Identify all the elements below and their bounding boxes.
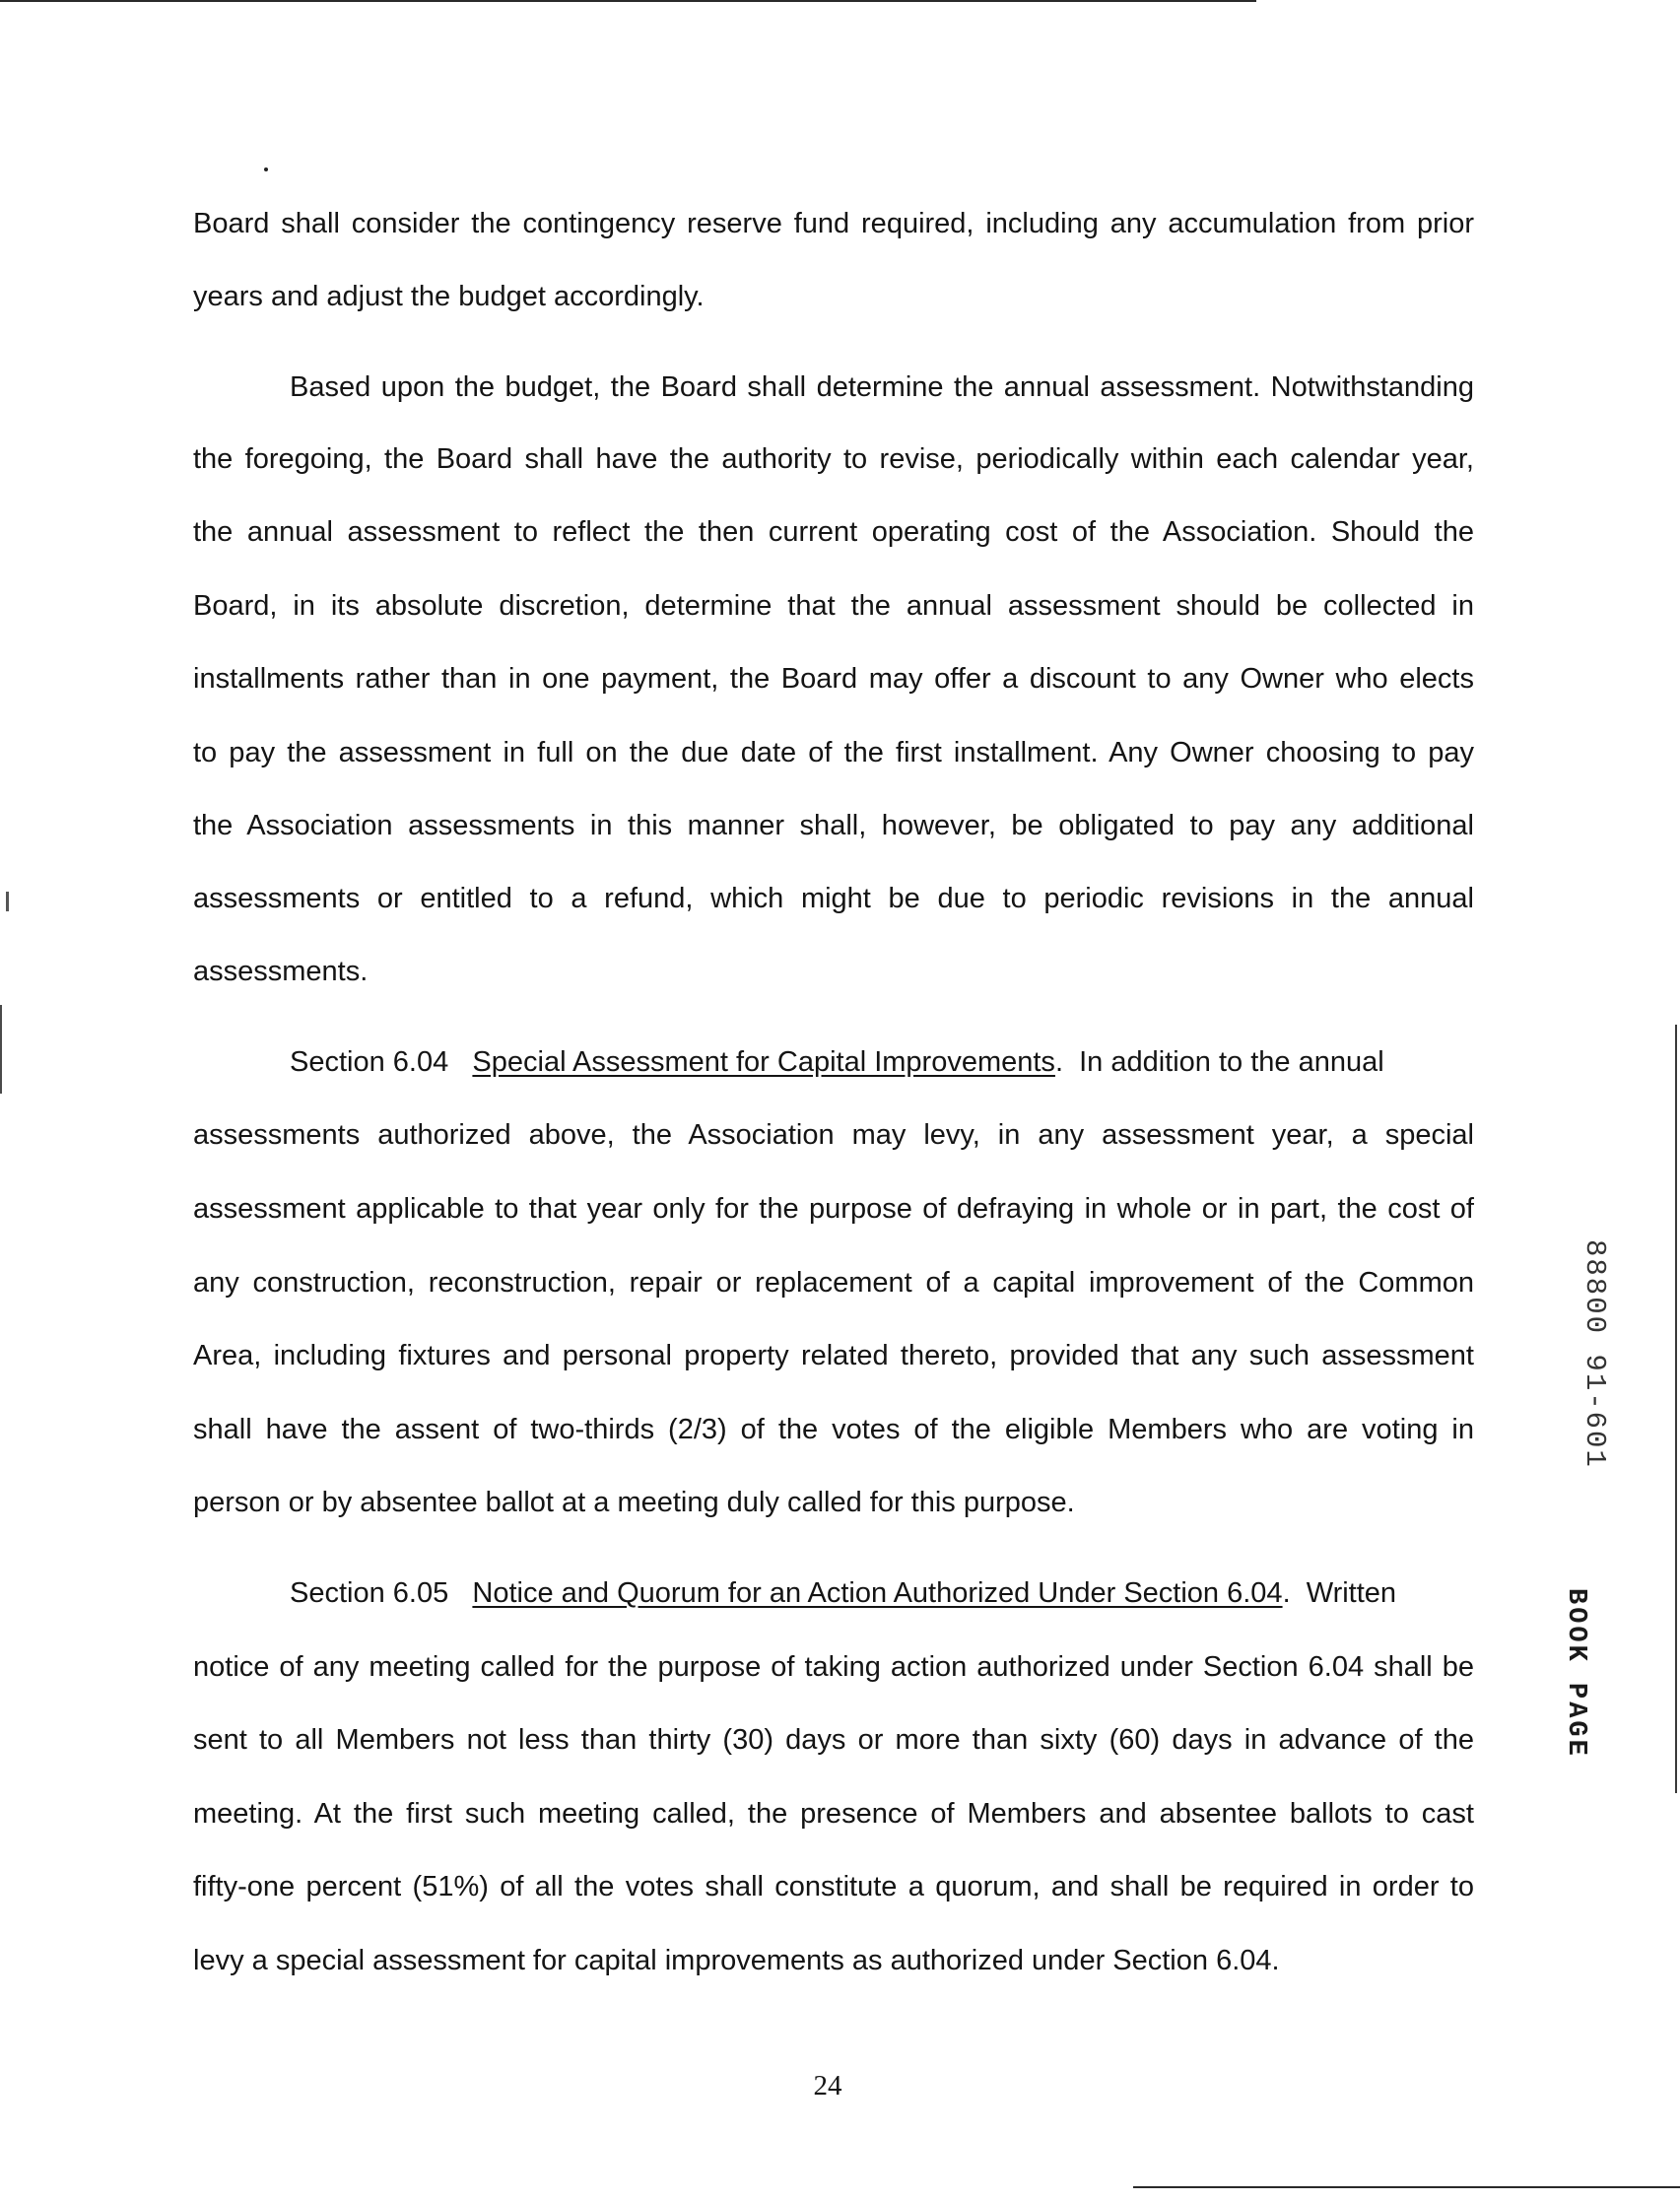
paragraph-line: installments rather than in one payment, the Board may offer a discount to any Owner who elects [193,663,1474,695]
paragraph-line: Board shall consider the contingency reserve fund required, including any accumulation from prior [193,208,1474,239]
paragraph-line: Area, including fixtures and personal property related thereto, provided that any such assessment [193,1340,1474,1371]
section-label: Section 6.04 [290,1046,449,1078]
paragraph-line: sent to all Members not less than thirty (30) days or more than sixty (60) days in advance of the [193,1724,1474,1756]
paragraph-line: levy a special assessment for capital improvements as authorized under Section 6.04. [193,1945,1280,1976]
paragraph-line: Board, in its absolute discretion, determine that the annual assessment should be collected in [193,590,1474,622]
scan-speck [264,167,268,171]
margin-stamp-recording-number: 88800 91-601 [1579,1239,1611,1469]
section-title: Special Assessment for Capital Improvements [472,1046,1055,1078]
paragraph-line: assessments or entitled to a refund, which might be due to periodic revisions in the annual [193,883,1474,914]
section-lead-text: . Written [1282,1577,1397,1609]
section-title: Notice and Quorum for an Action Authorized Under Section 6.04 [472,1577,1283,1609]
scan-border-right [1675,1025,1677,1793]
scan-border-top [0,0,1256,2]
paragraph-line: meeting. At the first such meeting called, the presence of Members and absentee ballots to cast [193,1798,1474,1830]
section-lead-text: . In addition to the annual [1054,1046,1384,1078]
section-heading-6-05 [193,1573,1474,1613]
paragraph-line: the Association assessments in this manner shall, however, be obligated to pay any additional [193,810,1474,841]
section-heading-6-04 [193,1042,1474,1082]
page-number: 24 [813,2070,842,2102]
paragraph-line: assessments. [193,956,369,987]
paragraph-line: Based upon the budget, the Board shall determine the annual assessment. Notwithstanding [290,371,1474,403]
paragraph-line: years and adjust the budget accordingly. [193,281,705,312]
paragraph-line: the annual assessment to reflect the then current operating cost of the Association. Should the [193,516,1474,548]
margin-stamp-book-page: BOOK PAGE [1561,1588,1590,1759]
paragraph-line: assessment applicable to that year only for the purpose of defraying in whole or in part, the cost of [193,1193,1474,1225]
paragraph-line: notice of any meeting called for the purpose of taking action authorized under Section 6.04 shall be [193,1651,1474,1683]
scan-border-left [0,1005,2,1094]
section-label: Section 6.05 [290,1577,449,1609]
paragraph-line: any construction, reconstruction, repair or replacement of a capital improvement of the Common [193,1267,1474,1299]
scan-border-bottom [1133,2186,1680,2188]
paragraph-line: shall have the assent of two-thirds (2/3) of the votes of the eligible Members who are voting in [193,1414,1474,1445]
paragraph-line: person or by absentee ballot at a meeting duly called for this purpose. [193,1487,1075,1518]
paragraph-line: to pay the assessment in full on the due date of the first installment. Any Owner choosing to pay [193,737,1474,768]
paragraph-line: fifty-one percent (51%) of all the votes shall constitute a quorum, and shall be required in order to [193,1871,1474,1902]
paragraph-line: assessments authorized above, the Association may levy, in any assessment year, a special [193,1119,1474,1151]
paragraph-line: the foregoing, the Board shall have the authority to revise, periodically within each calendar year, [193,443,1474,475]
scan-mark [6,892,9,911]
